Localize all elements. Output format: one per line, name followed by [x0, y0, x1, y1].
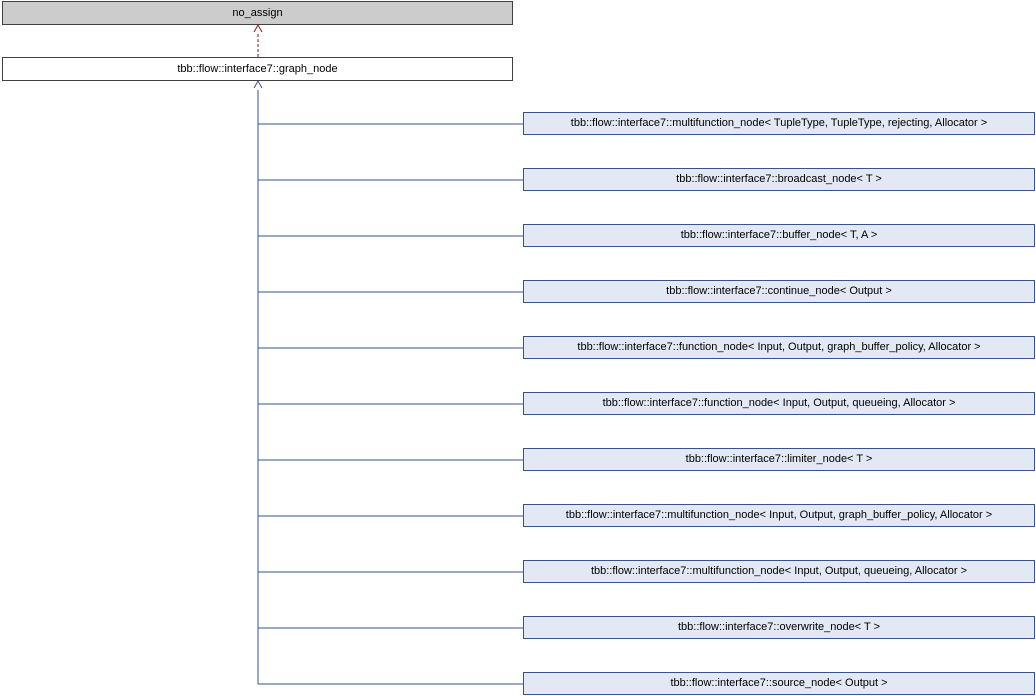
class-node-label: tbb::flow::interface7::multifunction_node< TupleType, TupleType, rejecting, Allocator > — [570, 117, 988, 129]
class-node-overwrite-node[interactable] — [523, 616, 1035, 639]
class-node-label: tbb::flow::interface7::overwrite_node< T > — [678, 621, 880, 633]
class-node-multifunction-node-queueing[interactable] — [523, 560, 1035, 583]
arrowhead-no-assign — [254, 25, 262, 32]
class-node-label: tbb::flow::interface7::multifunction_node< Input, Output, graph_buffer_policy, Allocator > — [565, 509, 993, 521]
class-node-label: tbb::flow::interface7::function_node< Input, Output, queueing, Allocator > — [602, 397, 956, 409]
class-node-graph-node[interactable] — [2, 57, 513, 81]
class-node-label: no_assign — [232, 6, 283, 19]
class-node-label: tbb::flow::interface7::broadcast_node< T > — [676, 173, 882, 185]
class-node-label: tbb::flow::interface7::source_node< Output > — [670, 677, 888, 689]
class-node-label: tbb::flow::interface7::limiter_node< T > — [685, 453, 873, 465]
class-node-multifunction-node-tupletype[interactable] — [523, 112, 1035, 135]
class-node-label: tbb::flow::interface7::continue_node< Output > — [666, 285, 892, 297]
arrowhead-graph-node — [254, 81, 262, 88]
class-node-function-node-graph-buffer-policy[interactable] — [523, 336, 1035, 359]
class-node-limiter-node[interactable] — [523, 448, 1035, 471]
class-node-buffer-node[interactable] — [523, 224, 1035, 247]
class-node-multifunction-node-graph-buffer-policy[interactable] — [523, 504, 1035, 527]
class-node-label: tbb::flow::interface7::buffer_node< T, A > — [680, 229, 878, 241]
class-node-function-node-queueing[interactable] — [523, 392, 1035, 415]
class-node-no-assign[interactable] — [2, 1, 513, 25]
class-node-broadcast-node[interactable] — [523, 168, 1035, 191]
class-node-source-node[interactable] — [523, 672, 1035, 695]
class-node-label: tbb::flow::interface7::function_node< Input, Output, graph_buffer_policy, Allocator > — [577, 341, 981, 353]
class-node-continue-node[interactable] — [523, 280, 1035, 303]
class-node-label: tbb::flow::interface7::multifunction_node< Input, Output, queueing, Allocator > — [590, 565, 968, 577]
class-node-label: tbb::flow::interface7::graph_node — [177, 62, 338, 75]
